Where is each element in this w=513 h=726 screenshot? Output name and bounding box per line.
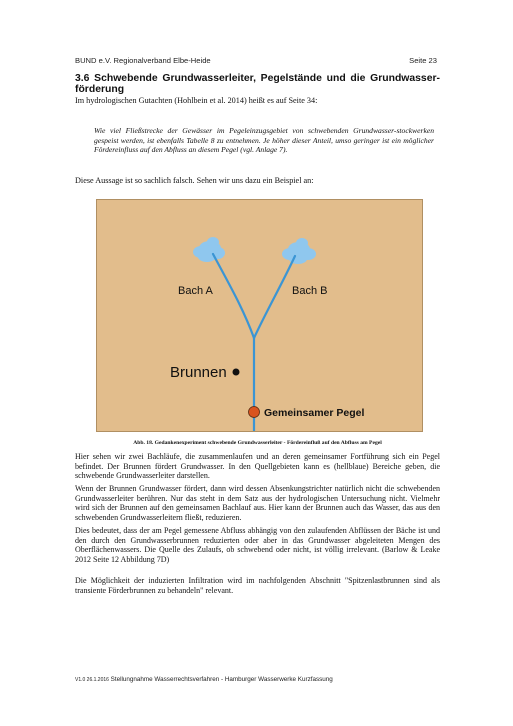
stream-diagram	[96, 199, 423, 432]
source-area-a	[193, 237, 225, 262]
intro-text: Im hydrologischen Gutachten (Hohlbein et al. 2014) heißt es auf Seite 34:	[75, 96, 318, 105]
label-brunnen: Brunnen	[170, 364, 227, 381]
paragraph-2: Wenn der Brunnen Grundwasser fördert, dann wird dessen Absenkungstrichter natürlich nicht die schwebenden Grundwasserleiter berühren. Nur das steht in dem Satz aus der hydrologischen Untersuchung nicht. Vielmehr wird sich der Brunnen auf den gemeinsamen Bachlauf aus. Hier kann der Brunnen auch das Wasser, das aus den schwebenden Grundwasserleitern fließt, reduzieren.	[75, 484, 440, 522]
header-page-number: Seite 23	[409, 56, 437, 65]
source-area-b	[282, 238, 316, 264]
header-organization: BUND e.V. Regionalverband Elbe-Heide	[75, 56, 211, 65]
footer	[75, 676, 333, 683]
pegel-gauge-marker	[249, 407, 260, 418]
stream-bach-b	[254, 256, 295, 338]
footer-title: Stellungnahme Wasserrechtsverfahren - Hamburger Wasserwerke Kurzfassung	[110, 676, 333, 683]
section-title: 3.6 Schwebende Grundwasserleiter, Pegelstände und die Grundwasser-förderung	[75, 73, 440, 95]
brunnen-well-marker	[233, 369, 240, 376]
footer-version: V1.0 26.1.2016	[75, 677, 109, 683]
label-bach-a: Bach A	[178, 285, 213, 297]
paragraph-3: Dies bedeutet, dass der am Pegel gemessene Abfluss abhängig von den zulaufenden Abflüssen der Bäche ist und den durch den Grundwasserbrunnen reduzierten oder aber in das Grundwasser abgeleiteten Mengen des Oberflächenwassers. Die Quelle des Zulaufs, ob schwebend oder nicht, ist völlig irrelevant. (Barlow & Leake 2012 Seite 12 Abbildung 7D)	[75, 526, 440, 564]
label-pegel: Gemeinsamer Pegel	[264, 407, 365, 419]
quote-block: Wie viel Fließstrecke der Gewässer im Pegeleinzugsgebiet von schwebenden Grundwasser-stockwerken gespeist werden, ist ebenfalls Tabelle 8 zu entnehmen. Je höher dieser Anteil, umso geringer ist ein möglicher Fördereinfluss auf den Abfluss an diesem Pegel (vgl. Anlage 7).	[94, 126, 434, 154]
label-bach-b: Bach B	[292, 285, 328, 297]
stream-bach-a	[213, 254, 254, 338]
paragraph-1: Hier sehen wir zwei Bachläufe, die zusammenlaufen und an deren gemeinsamer Fortführung sich ein Pegel befindet. Der Brunnen fördert Grundwasser. In den Quellgebieten kann es (hellblaue) Bereiche geben, die schwebende Grundwasserleiter darstellen.	[75, 452, 440, 481]
stream-diagram-svg	[97, 200, 422, 431]
paragraph-4: Die Möglichkeit der induzierten Infiltration wird im nachfolgenden Abschnitt "Spitzenlastbrunnen sind als transiente Förderbrunnen zu behandeln" relevant.	[75, 576, 440, 595]
figure-caption: Abb. 18. Gedankenexperiment schwebende Grundwasserleiter - Fördereinfluß auf den Abfluss am Pegel	[133, 440, 382, 446]
statement-text: Diese Aussage ist so sachlich falsch. Sehen wir uns dazu ein Beispiel an:	[75, 176, 314, 185]
